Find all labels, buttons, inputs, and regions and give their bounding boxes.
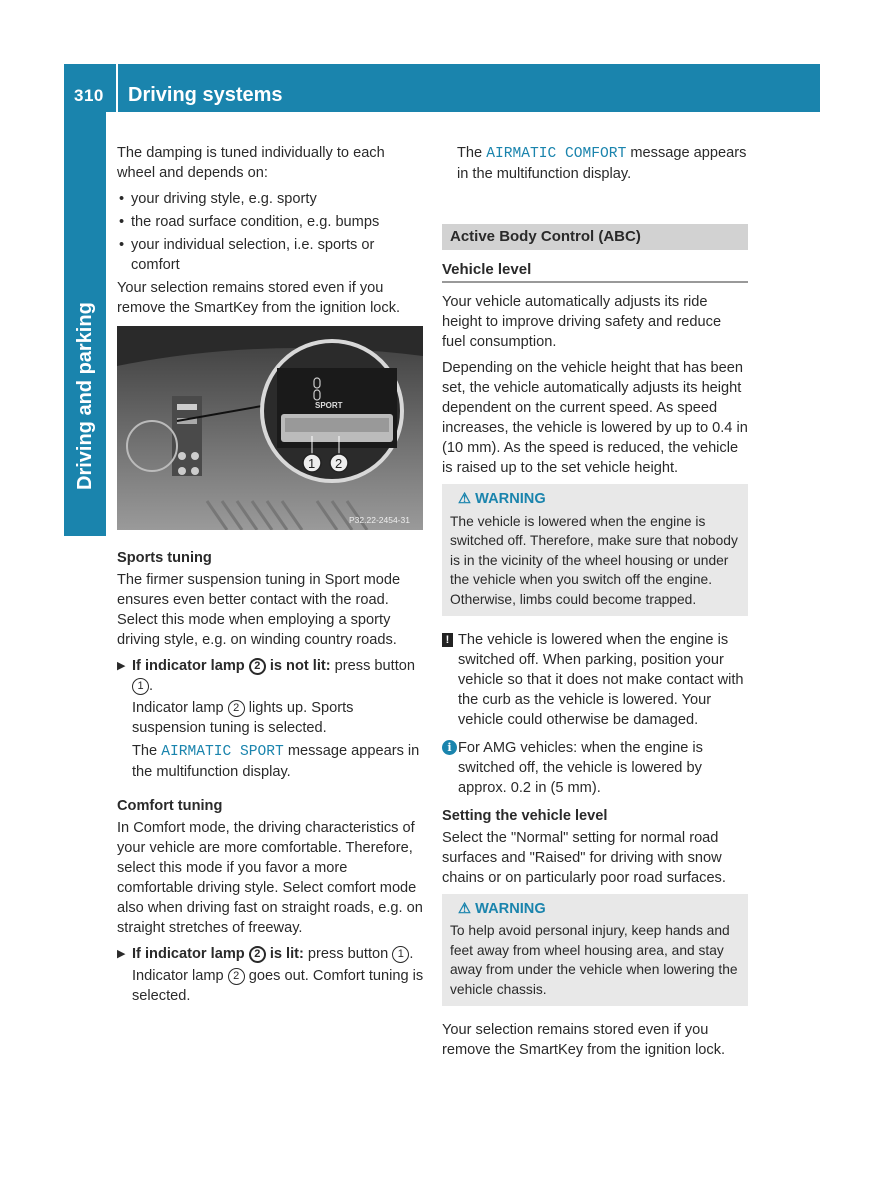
left-column [117, 143, 425, 1009]
step-result [132, 966, 425, 1006]
amg-note [442, 738, 748, 798]
vehicle-level-text: Your vehicle automatically adjusts its ride height to improve driving safety and reduce fuel consumption. [442, 294, 722, 350]
callout-ref: 2 [228, 700, 245, 717]
sport-step [117, 656, 425, 782]
callout-ref: 1 [392, 946, 409, 963]
vehicle-level-speed-text: Depending on the vehicle height that has been set, the vehicle automatically adjusts its height dependent on the current speed. As speed increases, the vehicle is lowered by up to 0.4 in (10 mm). As the speed is reduced, the vehicle is raised up to the set vehicle height. [442, 360, 748, 476]
comfort-step [117, 944, 425, 1006]
step-message [132, 741, 425, 782]
display-message: AIRMATIC SPORT [161, 744, 284, 760]
comfort-text: In Comfort mode, the driving characteristics of your vehicle are more comfortable. Therefore, select this mode if you favor a more comfortable driving style. Select comfort mode also when driving fast on straight roads, e.g. on straight stretches of freeway. [117, 820, 423, 936]
vehicle-level-heading: Vehicle level [442, 260, 748, 283]
list-item: • your individual selection, i.e. sports or comfort [117, 235, 425, 275]
page-number: 310 [74, 86, 104, 105]
setting-level-heading: Setting the vehicle level [442, 807, 608, 824]
result-text: Indicator lamp [132, 700, 228, 716]
result-text: lights up. Sports suspension tuning is selected. [132, 700, 354, 736]
step-arrow-icon: ▶ [117, 660, 126, 672]
step-text: . [409, 946, 414, 962]
list-item: • the road surface condition, e.g. bumps [117, 212, 425, 232]
dashboard-photo [117, 326, 423, 530]
result-text: message appears in the multifunction display. [457, 145, 747, 182]
exclamation-icon: ! [442, 633, 453, 647]
warning-icon: ⚠ [458, 491, 472, 507]
intro-text: The damping is tuned individually to each wheel and depends on: [117, 145, 385, 181]
factor-list [117, 189, 425, 275]
step-text: press button [303, 946, 393, 962]
info-icon: i [442, 740, 457, 755]
damage-note [442, 630, 748, 730]
callout-ref: 2 [249, 658, 266, 675]
warning-label: WARNING [475, 491, 546, 507]
warning-heading [450, 490, 740, 510]
stored-text: Your selection remains stored even if you remove the SmartKey from the ignition lock. [442, 1021, 726, 1058]
dashboard-figure [117, 326, 423, 530]
callout-1: 1 [308, 456, 316, 471]
list-item: • your driving style, e.g. sporty [117, 189, 425, 209]
stored-text: Your selection remains stored even if you remove the SmartKey from the ignition lock. [117, 280, 401, 316]
step-result [132, 698, 425, 738]
warning-text: To help avoid personal injury, keep hands and feet away from wheel housing area, and stay away from under the vehicle when lowering the vehicle chassis. [450, 923, 738, 997]
warning-box [442, 484, 748, 616]
comfort-heading: Comfort tuning [117, 798, 223, 814]
step-text: . [149, 678, 154, 694]
setting-level-text: Select the "Normal" setting for normal road surfaces and "Raised" for driving with snow chains or on particularly poor road surfaces. [442, 829, 726, 886]
sports-heading: Sports tuning [117, 550, 212, 566]
note-text: For AMG vehicles: when the engine is switched off, the vehicle is lowered by approx. 0.2 in (5 mm). [458, 739, 703, 796]
step-text: If indicator lamp [132, 946, 249, 962]
warning-box [442, 894, 748, 1006]
callout-ref: 2 [249, 946, 266, 963]
result-text: The [457, 145, 487, 161]
callout-ref: 1 [132, 678, 149, 695]
result-text: message appears in the multifunction display. [132, 743, 420, 780]
result-text: goes out. Comfort tuning is selected. [132, 968, 424, 1004]
side-tab-label: Driving and parking [74, 302, 96, 490]
warning-label: WARNING [475, 900, 546, 917]
section-title: Driving systems [128, 84, 283, 106]
step-text: is lit: [265, 946, 304, 962]
callout-2: 2 [335, 456, 343, 471]
sport-label: SPORT [315, 401, 343, 410]
warning-text: The vehicle is lowered when the engine is switched off. Therefore, make sure that nobody is in the vicinity of the wheel housing or under the vehicle when you switch off the engine. Otherwise, limbs could become trapped. [450, 513, 738, 607]
display-message: AIRMATIC COMFORT [486, 146, 627, 162]
right-column [442, 143, 748, 1066]
header-divider [116, 64, 118, 112]
note-text: The vehicle is lowered when the engine is switched off. When parking, position your vehicle so that it does not make contact with the curb as the vehicle is lowered. Your vehicle could otherwise be damaged. [458, 631, 744, 728]
step-text: is not lit: [265, 658, 331, 674]
step-arrow-icon: ▶ [117, 948, 126, 960]
sports-text: The firmer suspension tuning in Sport mode ensures even better contact with the road. Select this mode when employing a sporty driving style, e.g. on winding country roads. [117, 572, 401, 648]
figure-ref: P32.22-2454-31 [349, 515, 410, 525]
callout-ref: 2 [228, 968, 245, 985]
abc-heading: Active Body Control (ABC) [442, 224, 748, 250]
step-text: If indicator lamp [132, 658, 249, 674]
step-text: press button [330, 658, 415, 674]
result-text: Indicator lamp [132, 968, 228, 984]
comfort-message [442, 143, 748, 184]
result-text: The [132, 743, 162, 759]
warning-heading [450, 900, 740, 920]
warning-icon: ⚠ [458, 900, 472, 917]
